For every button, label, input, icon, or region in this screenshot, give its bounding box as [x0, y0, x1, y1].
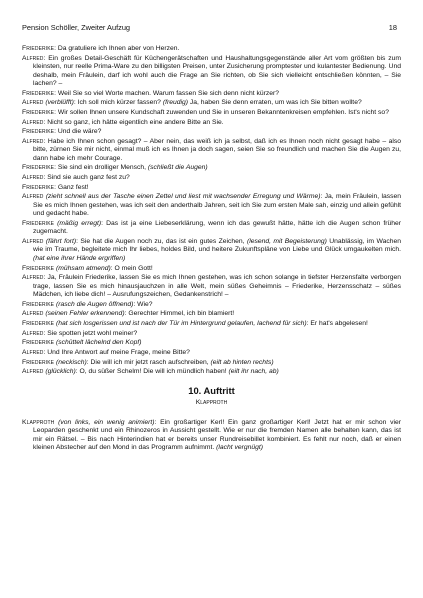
dialogue-paragraph	[22, 359, 401, 367]
speaker-name: Klapproth	[22, 418, 55, 426]
speaker-name: Friederike	[22, 300, 55, 308]
speaker-name: Friederike	[22, 264, 55, 272]
speaker-name: Alfred	[22, 274, 44, 282]
dialogue-paragraph	[22, 419, 401, 453]
stage-direction: (eilt ab hinten rechts)	[210, 358, 274, 366]
dialogue-paragraph	[22, 274, 401, 299]
speaker-name: Alfred	[22, 310, 44, 318]
speaker-name: Friederike	[22, 219, 55, 227]
scene-title: 10. Auftritt	[188, 384, 235, 396]
dialogue-section	[22, 45, 401, 377]
stage-direction: (rasch die Augen öffnend)	[55, 300, 134, 308]
header-title: Pension Schöller, Zweiter Aufzug	[22, 23, 131, 32]
dialogue-paragraph	[22, 45, 401, 53]
dialogue-paragraph	[22, 265, 401, 273]
stage-direction: (zieht schnell aus der Tasche einen Zettel und liest mit wachsender Erregung und Wärme)	[45, 193, 321, 201]
speaker-name: Friederike	[22, 89, 55, 97]
speaker-name: Friederike	[22, 128, 55, 136]
stage-direction: (schließt die Augen)	[147, 164, 208, 172]
dialogue-paragraph	[22, 55, 401, 89]
speaker-name: Alfred	[22, 368, 44, 376]
stage-direction: (verblüfft)	[45, 99, 74, 107]
speaker-name: Alfred	[22, 174, 44, 182]
spoken-text: : Da gratuliere ich Ihnen aber von Herzen.	[54, 45, 180, 52]
stage-direction: (eilt ihr nach, ab)	[228, 368, 279, 376]
spoken-text: : Wir sollen Ihnen unsere Kundschaft zuwenden und Sie in unseren Bekanntenkreisen empfehlen. Ist's nicht so?	[54, 108, 389, 116]
dialogue-paragraph	[22, 119, 401, 127]
dialogue-paragraph	[22, 128, 401, 136]
dialogue-paragraph	[22, 174, 401, 182]
spoken-text: : Ganz fest!	[54, 183, 89, 191]
stage-direction: (glücklich)	[45, 368, 76, 376]
stage-direction: (neckisch)	[55, 358, 87, 366]
spoken-text: : Sie spotten jetzt wohl meiner?	[43, 329, 138, 337]
spoken-text: : Sind sie auch ganz fest zu?	[43, 174, 130, 182]
stage-direction: (hat sich losgerissen und ist nach der Tür im Hintergrund gelaufen, lachend für sich)	[55, 319, 307, 327]
stage-direction: (fährt fort)	[45, 237, 77, 245]
dialogue-paragraph	[22, 164, 401, 172]
speaker-name: Alfred	[22, 99, 44, 107]
spoken-text: : Sie hat die Augen noch zu, das ist ein gutes Zeichen,	[76, 237, 247, 245]
speaker-name: Friederike	[22, 164, 55, 172]
running-header	[22, 22, 401, 34]
speaker-name: Alfred	[22, 137, 44, 145]
speaker-name: Alfred	[22, 54, 44, 62]
spoken-text: : Ja, mein Fräulein, lassen Sie es mich Ihnen gestehen, was ich seit den anderthalb Jahren, seit ich Sie zum ersten Male sah, einzig und allein gefühlt und gedacht habe.	[33, 193, 401, 218]
spoken-text: : Ein großes Detail-Geschäft für Küchengerätschaften und Haushaltungsgegenstände aller Art vom größten bis zum kleinsten, nur reelle Prima-Ware zu den billigsten Preisen, unter Zusicherung promptester und kulantester Bedienung. Und deshalb, mein Fräulein, darf ich wohl auch die Frage an Sie richten, ob Sie sich vielleicht entschließen könnten, – Sie lachen? –	[33, 54, 401, 87]
scene-persons: Klapproth	[195, 398, 228, 406]
spoken-text: : Habe ich Ihnen schon gesagt? – Aber nein, das weiß ich ja selbst, daß ich es Ihnen noch nicht gesagt habe – also bitte, zürnen Sie mir nicht, einmal muß ich es Ihnen ja doch sagen, seien Sie so freundlich und machen Sie die Augen zu, dann habe ich mehr Courage.	[33, 137, 401, 162]
spoken-text: : Ein großartiger Kerl! Ein ganz großartiger Kerl! Jetzt hat er mir schon vier Leoparden geschenkt und ein Rhinozeros in Aussicht gestellt. Wie er nur die fremden Namen alle behalten kann, das ist mir ein Rätsel. – Bis nach Hinterindien hat er bereits unser Rundreisebillet kombiniert. Es fehlt nur noch, daß er einen kleinen Abstecher auf den Mond in das Programm aufnimmt.	[33, 418, 401, 451]
spoken-text: : Nicht so ganz, ich hätte eigentlich eine andere Bitte an Sie.	[43, 118, 224, 126]
speaker-name: Alfred	[22, 237, 44, 245]
spoken-text: : Und Ihre Antwort auf meine Frage, meine Bitte?	[43, 348, 190, 356]
dialogue-paragraph	[22, 320, 401, 328]
speaker-name: Friederike	[22, 358, 55, 366]
spoken-text: : Die will ich mir jetzt rasch aufschreiben,	[86, 358, 211, 366]
dialogue-paragraph	[22, 301, 401, 309]
stage-direction: (seinen Fehler erkennend)	[45, 310, 125, 318]
dialogue-paragraph	[22, 349, 401, 357]
stage-direction: (freudig)	[162, 99, 188, 107]
spoken-text: : Weil Sie so viel Worte machen. Warum fassen Sie sich denn nicht kürzer?	[54, 89, 280, 97]
speaker-name: Alfred	[22, 348, 44, 356]
speaker-name: Friederike	[22, 45, 55, 52]
dialogue-paragraph	[22, 220, 401, 237]
speaker-name: Alfred	[22, 193, 44, 201]
speaker-name: Friederike	[22, 319, 55, 327]
dialogue-paragraph	[22, 330, 401, 338]
stage-direction: (lacht vergnügt)	[216, 443, 263, 451]
speaker-name: Alfred	[22, 329, 44, 337]
stage-direction: (schüttelt lächelnd den Kopf)	[55, 339, 142, 347]
page-number: 18	[388, 23, 397, 32]
spoken-text: : Gerechter Himmel, ich bin blamiert!	[124, 310, 235, 318]
spoken-text: : Sie sind ein drolliger Mensch,	[54, 164, 148, 172]
stage-direction: (lesend, mit Begeisterung)	[246, 237, 327, 245]
spoken-text: : Das ist ja eine Liebeserklärung, wenn ich das gewußt hätte, hätte ich die Augen schon früher zugemacht.	[33, 219, 401, 236]
dialogue-paragraph	[22, 138, 401, 163]
speaker-name: Friederike	[22, 108, 55, 116]
dialogue-paragraph	[22, 184, 401, 192]
dialogue-paragraph	[22, 238, 401, 263]
scene-dialogue-section	[22, 419, 401, 453]
dialogue-paragraph	[22, 310, 401, 318]
dialogue-paragraph	[22, 99, 401, 107]
dialogue-paragraph	[22, 368, 401, 376]
spoken-text: Ja, haben Sie denn erraten, um was ich Sie bitten wollte?	[187, 99, 362, 107]
spoken-text: : O mein Gott!	[110, 264, 153, 272]
spoken-text: : Wie?	[133, 300, 153, 308]
dialogue-paragraph	[22, 109, 401, 117]
speaker-name: Friederike	[22, 339, 55, 347]
stage-direction: (von links, ein wenig animiert)	[58, 418, 155, 426]
dialogue-paragraph	[22, 339, 401, 347]
stage-direction: (hat eine ihrer Hände ergriffen)	[33, 254, 126, 262]
spoken-text: : Er hat's abgelesen!	[306, 319, 368, 327]
stage-direction: (mäßig erregt)	[57, 219, 102, 227]
spoken-text: : Ich soll mich kürzer fassen?	[73, 99, 163, 107]
spoken-text: : O, du süßer Schelm! Die will ich mündlich haben!	[75, 368, 229, 376]
stage-direction: (mühsam atmend)	[55, 264, 111, 272]
speaker-name: Alfred	[22, 118, 44, 126]
spoken-text: Unablässig, im Wachen wie im Traume, begleitete mich Ihr liebes, holdes Bild, und heitere Zukunftspläne von Liebe und Glück umgaukelten mich.	[33, 237, 401, 254]
speaker-name: Friederike	[22, 183, 55, 191]
spoken-text: : Und die wäre?	[54, 128, 102, 136]
spoken-text: : Ja, Fräulein Friederike, lassen Sie es mich Ihnen gestehen, was ich schon solange in tiefster Herzensfalte verborgen trage, lassen Sie es mich hinausjauchzen in alle Welt, mein süßes Geheimnis – Friederike, Herzensschatz – süßes Mädchen, ich liebe dich! – Ausrufungszeichen, Gedankenstrich! –	[33, 274, 401, 299]
dialogue-paragraph	[22, 193, 401, 218]
play-text	[22, 45, 401, 454]
dialogue-paragraph	[22, 90, 401, 98]
